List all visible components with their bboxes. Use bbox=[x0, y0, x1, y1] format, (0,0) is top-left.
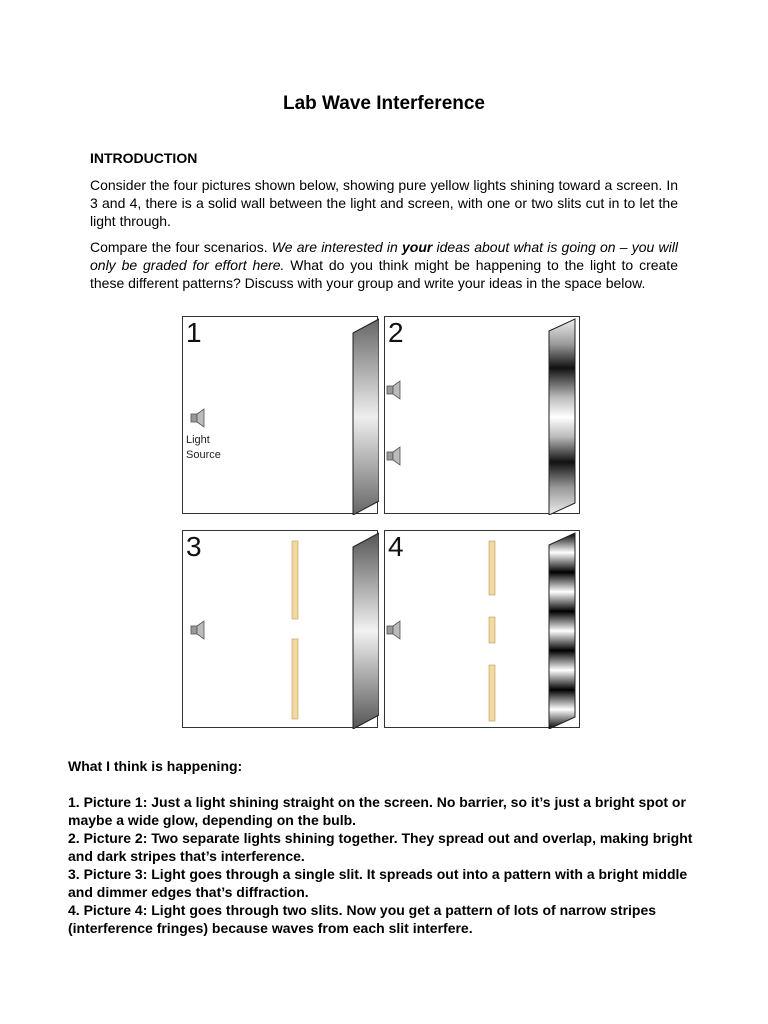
panel-4-screen bbox=[549, 533, 575, 729]
panel-3 bbox=[182, 530, 378, 728]
para2-rest: What do you think might be happening to the light to create these different patterns? Discuss with your group and write your ideas in the space below. bbox=[90, 257, 678, 291]
intro-paragraph-2 bbox=[90, 238, 678, 292]
panel-2-speaker-icon-bottom bbox=[387, 447, 400, 465]
panel-3-wall-bottom bbox=[292, 639, 298, 719]
light-source-label-2: Source bbox=[186, 449, 221, 461]
panel-4-number: 4 bbox=[388, 531, 404, 562]
answers-list bbox=[68, 793, 708, 937]
panel-2-screen bbox=[549, 319, 575, 515]
para2-emphasis-your: your bbox=[401, 239, 433, 255]
light-source-label-1: Light bbox=[186, 434, 210, 446]
panel-2-speaker-icon-top bbox=[387, 381, 400, 399]
panel-4 bbox=[384, 530, 580, 728]
intro-heading: INTRODUCTION bbox=[90, 150, 198, 166]
panel-3-number: 3 bbox=[186, 531, 202, 562]
panel-2-number: 2 bbox=[388, 317, 404, 348]
intro-paragraph-1: Consider the four pictures shown below, showing pure yellow lights shining toward a screen. In 3 and 4, there is a solid wall between the light and screen, with one or two slits cut in to let the light through. bbox=[90, 177, 678, 229]
panel-1-screen bbox=[353, 319, 379, 515]
panel-2-drawing bbox=[385, 317, 581, 515]
panel-2 bbox=[384, 316, 580, 514]
para2-italic-1: We are interested in bbox=[271, 239, 402, 255]
interference-figure bbox=[182, 316, 584, 732]
panel-3-speaker-icon bbox=[191, 621, 204, 639]
panel-1 bbox=[182, 316, 378, 514]
panel-3-screen bbox=[353, 533, 379, 729]
panel-4-drawing bbox=[385, 531, 581, 729]
panel-1-drawing bbox=[183, 317, 379, 515]
answers-heading: What I think is happening: bbox=[68, 758, 243, 774]
panel-3-drawing bbox=[183, 531, 379, 729]
para2-italic-2: ideas about what is going on – you will only be graded for effort here. bbox=[90, 239, 678, 273]
panel-4-wall-middle bbox=[489, 617, 495, 643]
panel-4-wall-bottom bbox=[489, 665, 495, 721]
answer-item-2: 2. Picture 2: Two separate lights shining together. They spread out and overlap, making bright and dark stripes that’s interference. bbox=[68, 830, 693, 864]
page-title: Lab Wave Interference bbox=[282, 93, 486, 114]
answer-item-3: 3. Picture 3: Light goes through a single slit. It spreads out into a pattern with a bright middle and dimmer edges that’s diffraction. bbox=[68, 866, 688, 900]
panel-3-wall-top bbox=[292, 541, 298, 619]
para2-lead: Compare the four scenarios. bbox=[90, 239, 272, 255]
panel-4-speaker-icon bbox=[387, 621, 400, 639]
panel-1-speaker-icon bbox=[191, 409, 204, 427]
panel-1-number: 1 bbox=[186, 317, 202, 348]
answer-item-1: 1. Picture 1: Just a light shining straight on the screen. No barrier, so it’s just a bright spot or maybe a wide glow, depending on the bulb. bbox=[68, 794, 686, 828]
panel-4-wall-top bbox=[489, 541, 495, 595]
answer-item-4: 4. Picture 4: Light goes through two slits. Now you get a pattern of lots of narrow stripes (interference fringes) because waves from each slit interfere. bbox=[68, 902, 657, 936]
